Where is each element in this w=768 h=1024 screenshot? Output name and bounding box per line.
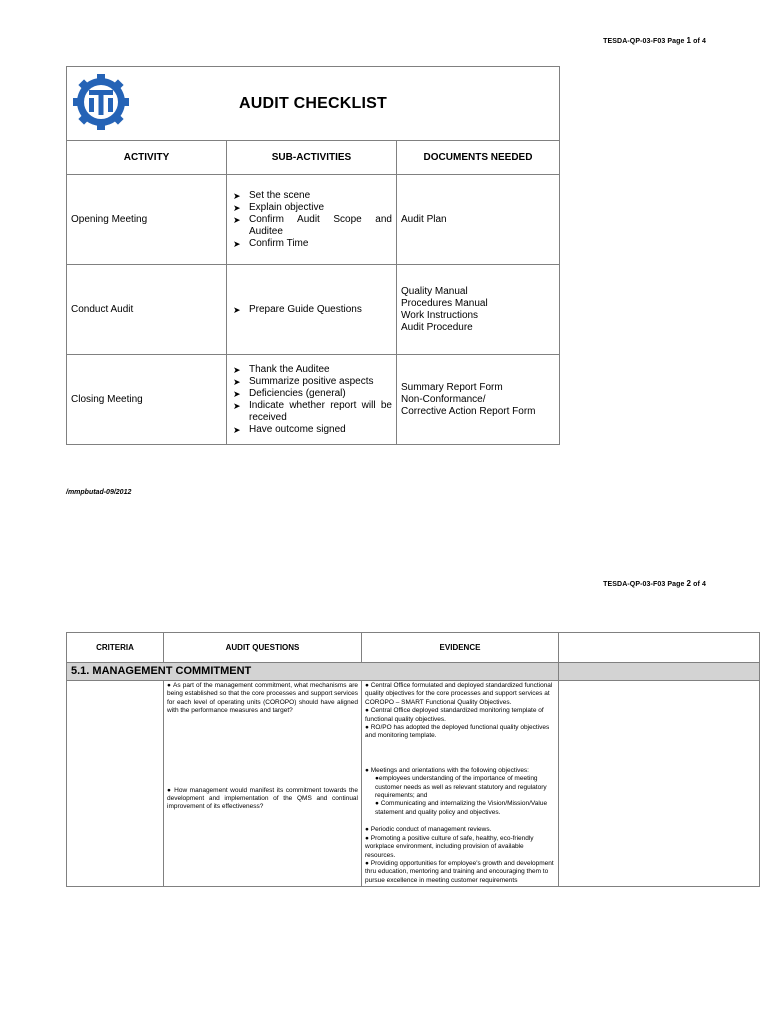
col-criteria: CRITERIA	[67, 633, 164, 663]
evidence-item: ● Central Office formulated and deployed standardized functional quality objectives for the core processes and support services at COROPO – SMART Functional Quality Objectives.	[365, 682, 553, 706]
document-line: Non-Conformance/	[401, 393, 486, 405]
list-item: ➤ Set the scene	[231, 190, 392, 202]
evidence-subitem: ● Communicating and internalizing the Vision/Mission/Value statement and quality policy and objectives.	[375, 800, 548, 816]
document-line: Audit Plan	[401, 213, 447, 225]
section-row	[67, 663, 760, 681]
evidence-item: ● Periodic conduct of management reviews.	[365, 826, 492, 834]
col-documents-needed: DOCUMENTS NEEDED	[397, 141, 560, 175]
title-cell	[67, 67, 560, 141]
document-line: Procedures Manual	[401, 297, 488, 309]
header-code: TESDA-QP-03-F03 Page	[603, 38, 687, 45]
page-header-2	[603, 579, 706, 588]
table-row	[67, 175, 560, 265]
header-page-total: of 4	[691, 38, 706, 45]
evidence-subitem: ●employees understanding of the importance of meeting customer needs as well as relevant statutory and regulatory requirements; and	[375, 775, 547, 800]
col-activity: ACTIVITY	[67, 141, 227, 175]
criteria-cell	[67, 681, 164, 887]
list-item: ➤ Have outcome signed	[231, 424, 392, 436]
table-row	[67, 355, 560, 445]
evidence-item: ● Promoting a positive culture of safe, healthy, eco-friendly workplace environment, including provision of available resources.	[365, 834, 534, 859]
list-item: ➤ Confirm Time	[231, 238, 392, 250]
list-item: ➤ Deficiencies (general)	[231, 388, 392, 400]
evidence-item: ● Central Office deployed standardized monitoring template of functional quality objectives.	[365, 707, 544, 723]
sub-activities-cell	[227, 175, 397, 265]
document-line: Quality Manual	[401, 285, 468, 297]
section-empty-cell	[559, 663, 760, 681]
audit-question: ● As part of the management commitment, what mechanisms are being established so that the core processes and support services for each level of operating units (COROPO) should have aligned with the performance measures and target?	[167, 682, 358, 715]
document-line: Work Instructions	[401, 309, 479, 321]
header-code: TESDA-QP-03-F03 Page	[603, 581, 687, 588]
audit-question: ● How management would manifest its commitment towards the development and implementation of the QMS and continual improvement of its effectiveness?	[167, 786, 358, 811]
activity-cell: Closing Meeting	[67, 355, 227, 445]
sub-activities-cell	[227, 355, 397, 445]
document-line: Summary Report Form	[401, 381, 503, 393]
list-item: ➤ Thank the Auditee	[231, 364, 392, 376]
audit-checklist-table	[66, 66, 560, 445]
document-line: Corrective Action Report Form	[401, 405, 536, 417]
col-audit-questions: AUDIT QUESTIONS	[164, 633, 362, 663]
list-item: ➤ Confirm Audit Scope and Auditee	[231, 214, 392, 238]
sub-activities-cell	[227, 265, 397, 355]
documents-cell	[397, 175, 560, 265]
col-empty	[559, 633, 760, 663]
evidence-item: ● Meetings and orientations with the following objectives:	[365, 766, 529, 774]
activity-cell: Conduct Audit	[67, 265, 227, 355]
documents-cell	[397, 265, 560, 355]
document-line: Audit Procedure	[401, 321, 473, 333]
evidence-item: ● RO/PO has adopted the deployed functional quality objectives and monitoring template.	[365, 724, 550, 740]
header-page-number: 2	[686, 579, 692, 588]
header-page-total: of 4	[691, 581, 706, 588]
list-item: ➤ Indicate whether report will be received	[231, 400, 392, 424]
evidence-item: ● Providing opportunities for employee's growth and development thru education, mentoring and training and encouraging them to pursue excellence in meeting customer requirements	[365, 859, 554, 884]
page-header-1	[603, 36, 706, 45]
activity-cell: Opening Meeting	[67, 175, 227, 265]
col-evidence: EVIDENCE	[362, 633, 559, 663]
evidence-cell	[362, 681, 559, 887]
tesda-logo	[71, 72, 131, 132]
header-page-number: 1	[686, 36, 692, 45]
list-item: ➤ Explain objective	[231, 202, 392, 214]
table-row	[67, 265, 560, 355]
audit-questions-cell	[164, 681, 362, 887]
page-title: AUDIT CHECKLIST	[239, 94, 387, 112]
footer-note: /mmpbutad-09/2012	[66, 489, 132, 496]
section-title: 5.1. MANAGEMENT COMMITMENT	[67, 663, 559, 681]
criteria-table	[66, 632, 760, 887]
empty-cell	[559, 681, 760, 887]
list-item: ➤ Summarize positive aspects	[231, 376, 392, 388]
table-row	[67, 681, 760, 887]
documents-cell	[397, 355, 560, 445]
list-item: ➤ Prepare Guide Questions	[231, 304, 392, 316]
col-sub-activities: SUB-ACTIVITIES	[227, 141, 397, 175]
